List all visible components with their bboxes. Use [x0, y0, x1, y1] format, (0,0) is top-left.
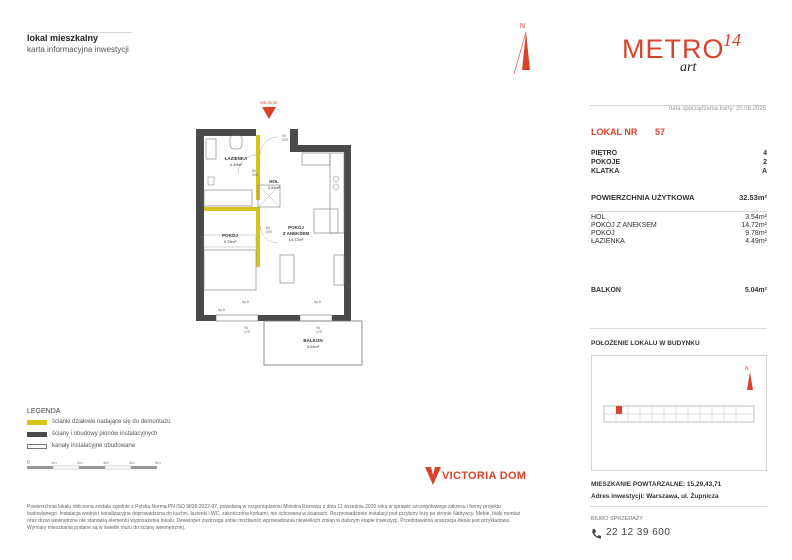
- north-label: N: [520, 23, 526, 30]
- door-dim: 200: [282, 138, 288, 142]
- sales-rule: [590, 506, 767, 507]
- room-name: POKÓJ: [591, 230, 615, 237]
- armchair: [280, 255, 294, 283]
- page-title: lokal mieszkalny: [27, 33, 99, 43]
- stair-value: A: [761, 168, 767, 175]
- sink-fixture: [206, 139, 216, 159]
- unit-number: 57: [655, 127, 666, 137]
- window-dim: 90: [244, 326, 248, 330]
- room-row: [591, 238, 767, 245]
- room-label-hall: HOL: [269, 179, 279, 184]
- washer-fixture: [208, 177, 214, 185]
- scale-segment: [79, 466, 105, 469]
- footnote: Powierzchnia lokalu obliczona została zgodnie z Polską Normą PN ISO 9836:2022-07, powołaną w rozporządzeniu Ministra Rozwoju z dnia 11 września 2020 roku w sprawie szczegółowego zakresu i formy projektu budowlanego. Instalacja wodna i kanalizacyjna doprowadzona do kuchni, łazienki i WC, zakończona korkami, nie schowana w ścianach. Rozprowadzenie instalacji pod przybory leży po stronie Nabywcy. Meble, biały montaż oraz drzwi wewnętrzne nie stanowią elementu wyposażenia lokalu. Deweloper zastrzega sobie możliwość wprowadzania niewielkich zmian w dalszym etapie inwestycji. Przedstawiona aranżacja lokalu jest przykładowa. Wymiary mieszkania podane są w świetle muru do ściany wewnętrznej.: [27, 504, 521, 531]
- stair-row: [591, 168, 767, 175]
- window-left: [216, 315, 258, 321]
- floor-plan: [190, 95, 370, 375]
- tv-cabinet: [334, 255, 344, 285]
- wall-top-left: [196, 129, 256, 136]
- scale-segment: [105, 466, 131, 469]
- balcony-label: BALKON: [591, 287, 621, 294]
- door-swing: [260, 137, 278, 155]
- room-label-bedroom: POKÓJ: [222, 233, 238, 238]
- entrance-arrow-icon: [262, 107, 276, 119]
- scale-segment: [27, 466, 53, 469]
- scale-label: 3m: [103, 460, 109, 465]
- rooms-value: 2: [763, 159, 767, 166]
- hp-label: hp 0: [218, 308, 225, 312]
- partition-bedroom-top: [204, 207, 260, 211]
- sales-office-label: BIURO SPRZEDAŻY: [591, 516, 643, 522]
- room-label-balcony: BALKON: [303, 338, 323, 343]
- scale-segment: [53, 466, 79, 469]
- legend-title: LEGENDA: [27, 408, 61, 415]
- wall-left: [196, 129, 204, 319]
- stove-burner: [333, 176, 339, 182]
- kitchen-sink: [302, 153, 330, 165]
- bathtub-fixture: [204, 190, 252, 206]
- area-value: 32.53m²: [739, 193, 767, 202]
- room-area: 4.49m²: [745, 238, 767, 245]
- scale-label: 4m: [129, 460, 135, 465]
- room-name: ŁAZIENKA: [591, 238, 625, 245]
- room-area: 9.78m²: [745, 230, 767, 237]
- wall-top-right: [290, 145, 350, 152]
- logo-art: art: [680, 60, 697, 75]
- room-row: [591, 222, 767, 229]
- stove-burner: [333, 184, 339, 190]
- room-row: [591, 230, 767, 237]
- scale-label: 0: [27, 460, 30, 466]
- legend-swatch-channels: [27, 444, 47, 449]
- hp-label: hp 0: [242, 300, 249, 304]
- developer-name: VICTORIA DOM: [442, 470, 527, 482]
- scale-bar: [27, 460, 177, 476]
- door-dim: 200: [252, 173, 258, 177]
- room-list-rule: [590, 211, 767, 212]
- room-label-bathroom: ŁAZIENKA: [224, 156, 248, 161]
- card-date: data sporządzenia karty: 20.08.2025: [668, 106, 766, 112]
- balcony-row: [591, 287, 767, 294]
- hp-label: hp 0: [314, 300, 321, 304]
- wall-bottom-right: [332, 315, 351, 321]
- room-label-living-2: Z ANEKSEM: [282, 231, 310, 236]
- toilet-fixture: [230, 135, 242, 149]
- location-north-label: N: [745, 366, 749, 372]
- page-subtitle: karta informacyjna inwestycji: [27, 45, 129, 54]
- location-north-icon: [747, 372, 753, 390]
- balcony-value: 5.04m²: [744, 287, 767, 294]
- door-dim: 200: [266, 230, 272, 234]
- repeat-units: MIESZKANIE POWTARZALNE: 15,29,43,71: [591, 481, 722, 488]
- victoria-dom-logo-icon: [425, 465, 441, 485]
- window-dim: 179: [316, 330, 322, 334]
- legend-text: ściany i obudowy pionów instalacyjnych: [52, 431, 158, 437]
- rooms-label: POKOJE: [591, 159, 621, 166]
- room-row: [591, 214, 767, 221]
- window-dim: 90: [316, 326, 320, 330]
- rooms-row: [591, 159, 767, 166]
- door-dim: 90: [282, 134, 286, 138]
- entrance-label: WEJŚCIE: [260, 100, 278, 105]
- dining-table: [314, 209, 338, 233]
- door-dim: 80: [266, 226, 270, 230]
- room-area: 3.54m²: [745, 214, 767, 221]
- floor-label: PIĘTRO: [591, 150, 618, 157]
- room-area-living: 14.72m²: [288, 237, 304, 242]
- room-area-hall: 3.54m²: [267, 185, 281, 190]
- scale-segment: [131, 466, 157, 469]
- floor-value: 4: [763, 150, 767, 157]
- room-area: 14.72m²: [741, 222, 767, 229]
- room-area-bathroom: 4.49m²: [229, 162, 243, 167]
- legend-text: kanały instalacyjne obudowane: [52, 443, 136, 449]
- bed: [204, 250, 256, 290]
- scale-label: 2m: [77, 460, 83, 465]
- stair-label: KLATKA: [591, 168, 620, 175]
- wall-right: [344, 145, 351, 319]
- location-title: POŁOŻENIE LOKALU W BUDYNKU: [591, 340, 700, 347]
- phone-icon: [591, 528, 601, 540]
- location-map: [591, 355, 767, 471]
- sales-phone[interactable]: 22 12 39 600: [606, 527, 671, 538]
- building-outline: [592, 356, 766, 470]
- logo-metro: METRO: [622, 34, 725, 64]
- room-name: HOL: [591, 214, 606, 221]
- location-rule: [590, 328, 767, 329]
- floor-row: [591, 150, 767, 157]
- scale-label: 1m: [51, 460, 57, 465]
- room-area-balcony: 5.04m²: [306, 344, 320, 349]
- area-row: [591, 193, 767, 202]
- unit-label: LOKAL NR: [591, 127, 638, 137]
- scale-label: 5m: [155, 460, 161, 465]
- logo-number: 14: [723, 30, 741, 50]
- door-dim: 80: [252, 169, 256, 173]
- room-label-living: POKÓJ: [288, 225, 304, 230]
- north-arrow-icon: [508, 18, 538, 78]
- wall-bottom-mid: [258, 315, 300, 321]
- window-dim: 179: [244, 330, 250, 334]
- investment-address: Adres inwestycji: Warszawa, ul. Żupnicza: [591, 493, 719, 500]
- window-right: [300, 315, 332, 321]
- partition-bedroom-side: [256, 207, 260, 267]
- area-label: POWIERZCHNIA UŻYTKOWA: [591, 193, 695, 202]
- wall-top-stub: [290, 129, 298, 145]
- legend-text: ścianki działowe nadające się do demontażu: [52, 419, 171, 425]
- room-area-bedroom: 9.78m²: [223, 239, 237, 244]
- room-name: POKÓJ Z ANEKSEM: [591, 222, 657, 229]
- balcony-outline: [264, 321, 362, 365]
- north-arrow-shape: [522, 32, 530, 70]
- legend-swatch-demountable: [27, 420, 47, 425]
- kitchen-counter: [330, 153, 344, 233]
- legend-swatch-walls: [27, 432, 47, 437]
- unit-marker: [616, 406, 622, 414]
